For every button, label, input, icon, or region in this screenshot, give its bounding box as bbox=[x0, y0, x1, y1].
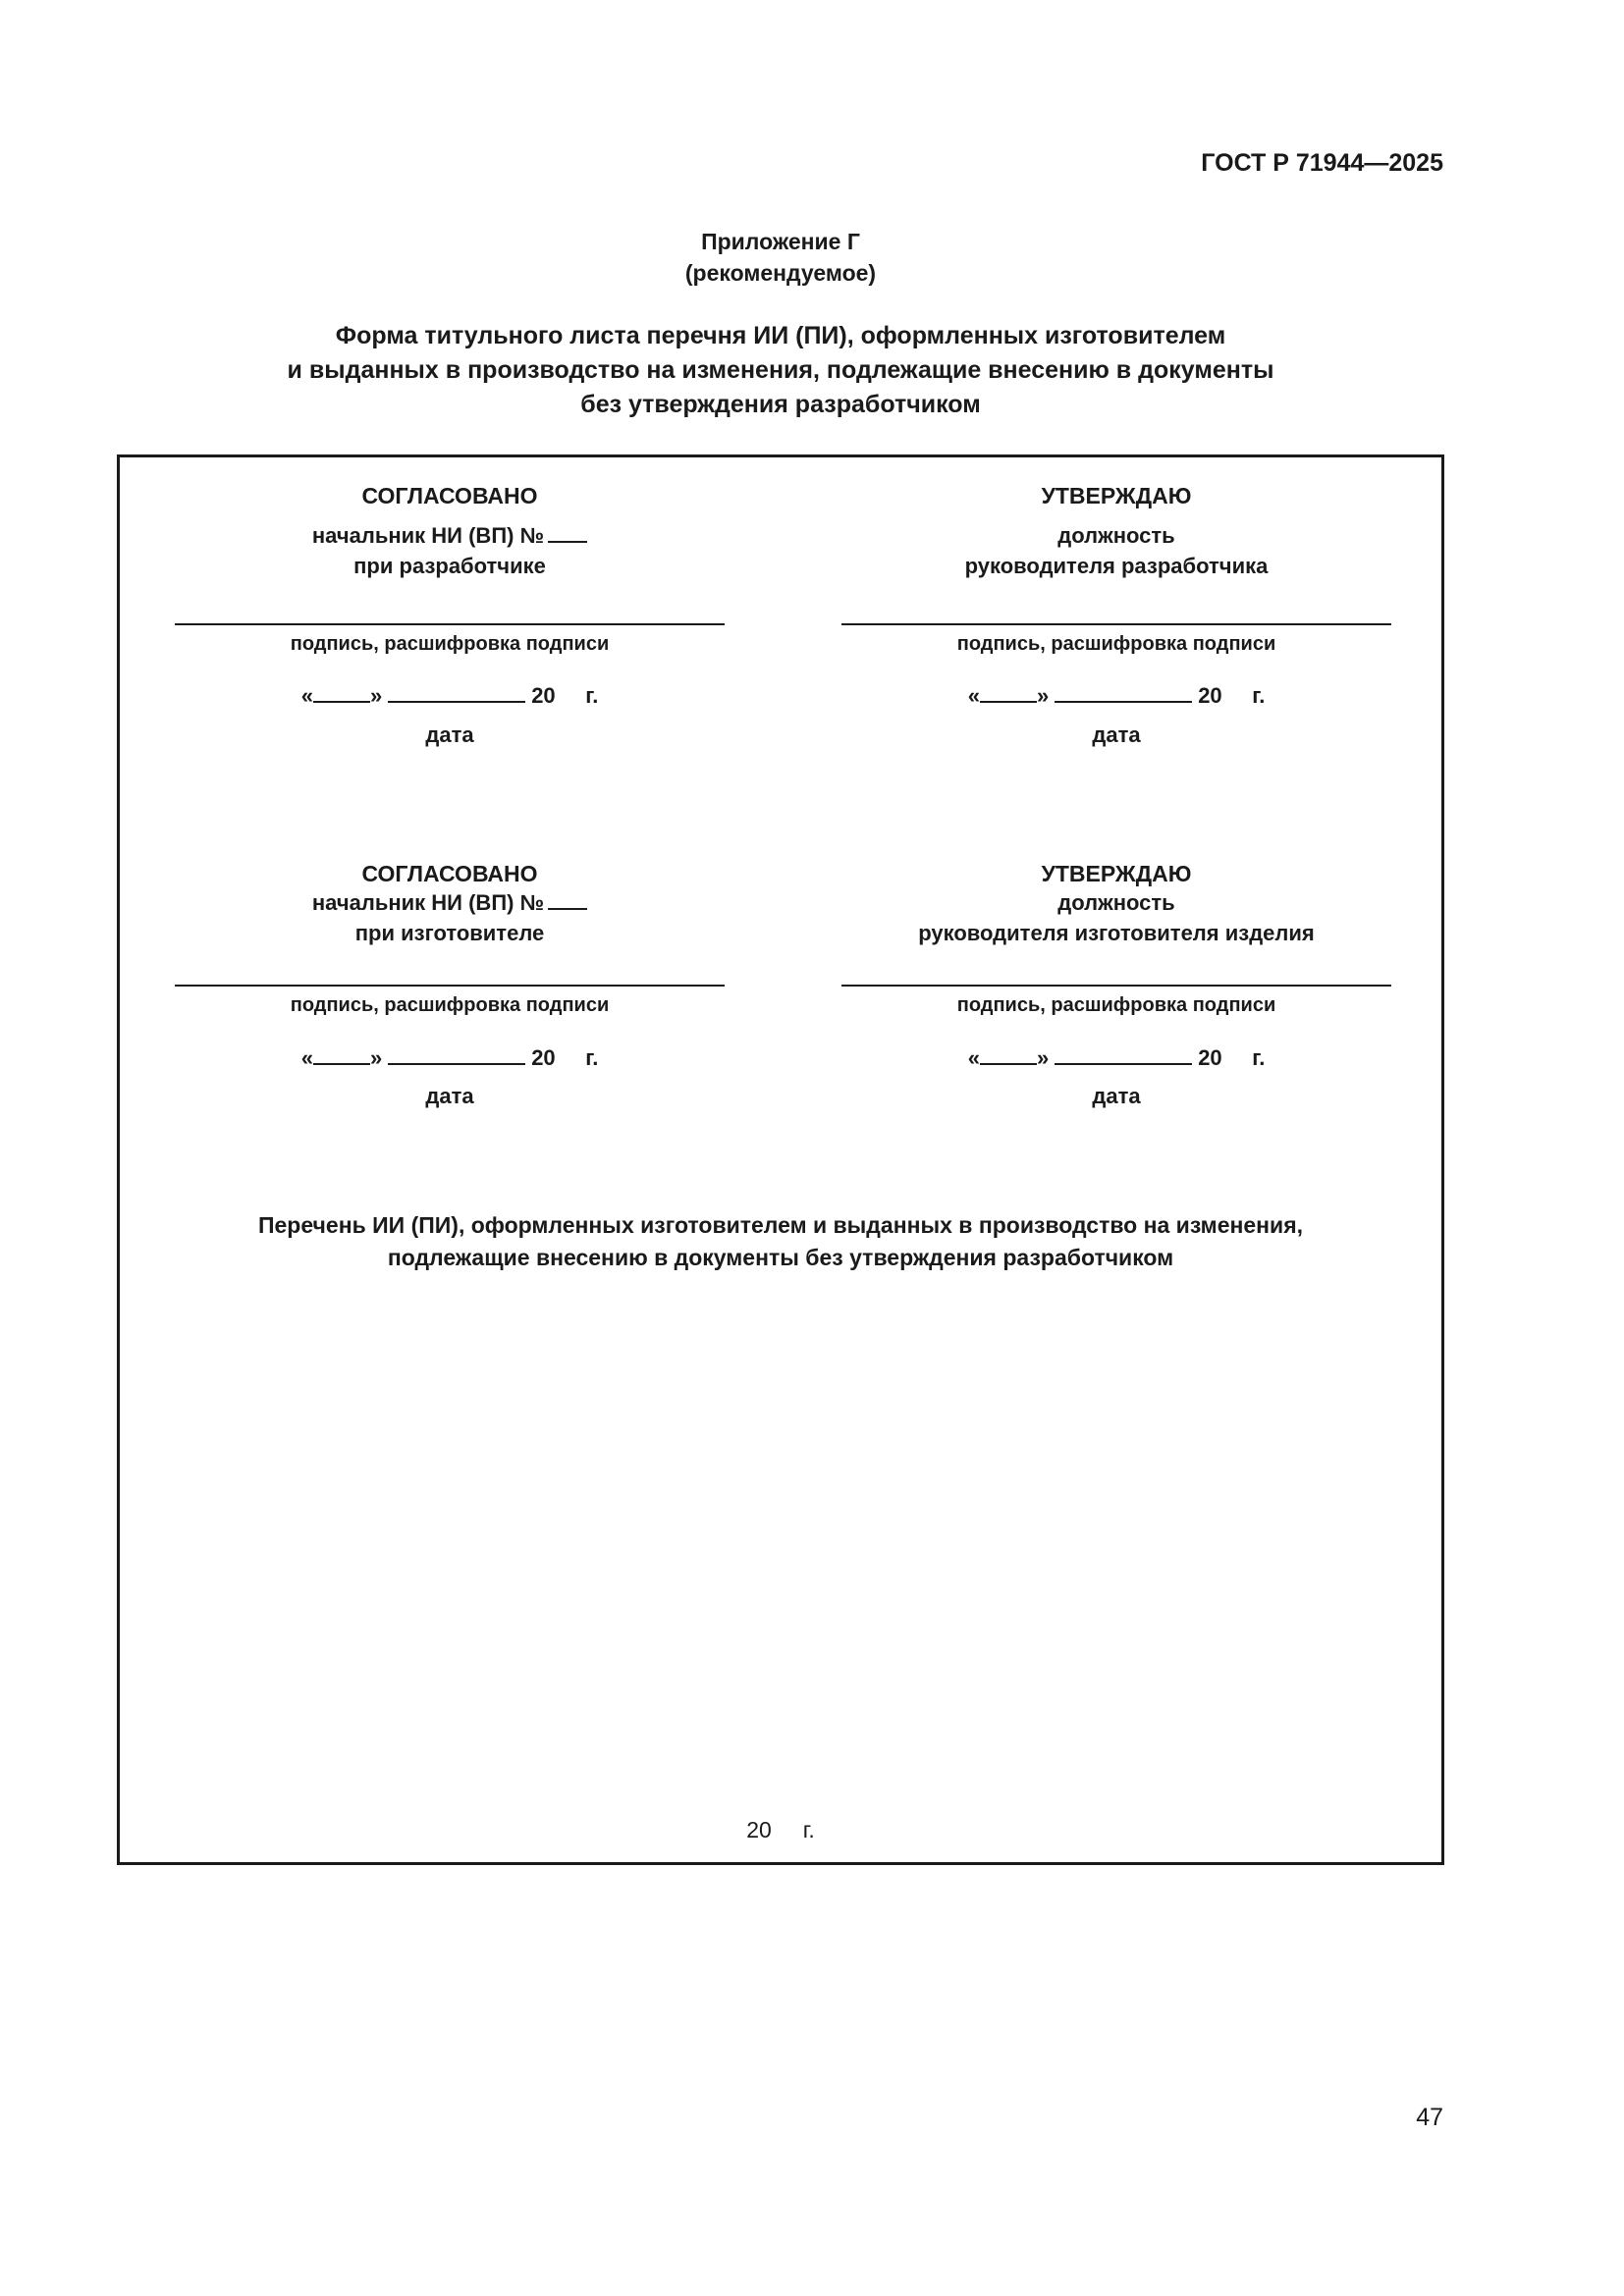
month-blank-line bbox=[1055, 701, 1192, 703]
date-caption: дата bbox=[1092, 722, 1141, 747]
month-blank-line bbox=[388, 1063, 525, 1065]
form-title-line-3: без утверждения разработчиком bbox=[580, 391, 981, 418]
block-heading: УТВЕРЖДАЮ bbox=[1041, 861, 1192, 886]
signature-caption: подпись, расшифровка подписи bbox=[956, 994, 1276, 1016]
approval-block-developer-approved bbox=[841, 483, 1391, 581]
footer-year-prefix: 20 bbox=[746, 1817, 772, 1842]
date-close-quote: » bbox=[369, 1045, 383, 1070]
date-open-quote: « bbox=[967, 683, 980, 708]
approval-block-developer-agreed bbox=[175, 483, 725, 581]
list-title-line-2: подлежащие внесению в документы без утверждения разработчиком bbox=[387, 1245, 1174, 1270]
signature-line bbox=[841, 623, 1391, 625]
year-prefix: 20 bbox=[1198, 683, 1222, 708]
form-frame bbox=[117, 454, 1444, 1865]
approval-block-manufacturer-agreed bbox=[175, 861, 725, 948]
date-open-quote: « bbox=[300, 1045, 313, 1070]
block-line-1: начальник НИ (ВП) № bbox=[311, 890, 545, 915]
date-caption: дата bbox=[1092, 1084, 1141, 1108]
year-prefix: 20 bbox=[531, 683, 556, 708]
month-blank-line bbox=[1055, 1063, 1192, 1065]
block-line-1: должность bbox=[1057, 523, 1175, 548]
form-title-line-1: Форма титульного листа перечня ИИ (ПИ), оформленных изготовителем bbox=[335, 322, 1226, 349]
signature-line bbox=[841, 985, 1391, 987]
number-blank-line bbox=[548, 908, 587, 910]
date-caption: дата bbox=[425, 722, 474, 747]
date-open-quote: « bbox=[967, 1045, 980, 1070]
standard-designation: ГОСТ Р 71944—2025 bbox=[1201, 149, 1443, 177]
date-line bbox=[175, 1045, 725, 1071]
footer-year bbox=[117, 1817, 1444, 1843]
block-line-1: начальник НИ (ВП) № bbox=[311, 523, 545, 548]
day-blank-line bbox=[980, 1063, 1037, 1065]
block-line-2: при разработчике bbox=[353, 554, 546, 578]
year-suffix: г. bbox=[585, 1045, 599, 1070]
block-line-1: должность bbox=[1057, 890, 1175, 915]
block-heading: УТВЕРЖДАЮ bbox=[1041, 483, 1192, 508]
year-prefix: 20 bbox=[531, 1045, 556, 1070]
year-suffix: г. bbox=[585, 683, 599, 708]
block-heading: СОГЛАСОВАНО bbox=[361, 861, 538, 886]
day-blank-line bbox=[313, 1063, 370, 1065]
date-line bbox=[841, 683, 1391, 709]
page-number: 47 bbox=[1416, 2104, 1443, 2131]
date-open-quote: « bbox=[300, 683, 313, 708]
year-suffix: г. bbox=[1252, 1045, 1266, 1070]
signature-caption: подпись, расшифровка подписи bbox=[290, 994, 610, 1016]
approval-block-manufacturer-approved bbox=[841, 861, 1391, 948]
signature-line bbox=[175, 623, 725, 625]
form-title-line-2: и выданных в производство на изменения, подлежащие внесению в документы bbox=[287, 356, 1274, 384]
date-line bbox=[841, 1045, 1391, 1071]
month-blank-line bbox=[388, 701, 525, 703]
list-title-line-1: Перечень ИИ (ПИ), оформленных изготовителем и выданных в производство на изменения, bbox=[257, 1212, 1304, 1238]
date-caption: дата bbox=[425, 1084, 474, 1108]
appendix-status: (рекомендуемое) bbox=[684, 260, 877, 286]
date-close-quote: » bbox=[1036, 1045, 1050, 1070]
date-close-quote: » bbox=[1036, 683, 1050, 708]
date-close-quote: » bbox=[369, 683, 383, 708]
day-blank-line bbox=[980, 701, 1037, 703]
number-blank-line bbox=[548, 541, 587, 543]
year-suffix: г. bbox=[1252, 683, 1266, 708]
day-blank-line bbox=[313, 701, 370, 703]
footer-year-suffix: г. bbox=[802, 1817, 815, 1842]
block-line-2: руководителя изготовителя изделия bbox=[918, 921, 1315, 945]
signature-caption: подпись, расшифровка подписи bbox=[290, 633, 610, 655]
date-line bbox=[175, 683, 725, 709]
year-prefix: 20 bbox=[1198, 1045, 1222, 1070]
signature-line bbox=[175, 985, 725, 987]
block-line-2: при изготовителе bbox=[354, 921, 545, 945]
appendix-title: Приложение Г bbox=[701, 229, 860, 254]
signature-caption: подпись, расшифровка подписи bbox=[956, 633, 1276, 655]
block-line-2: руководителя разработчика bbox=[964, 554, 1269, 578]
block-heading: СОГЛАСОВАНО bbox=[361, 483, 538, 508]
